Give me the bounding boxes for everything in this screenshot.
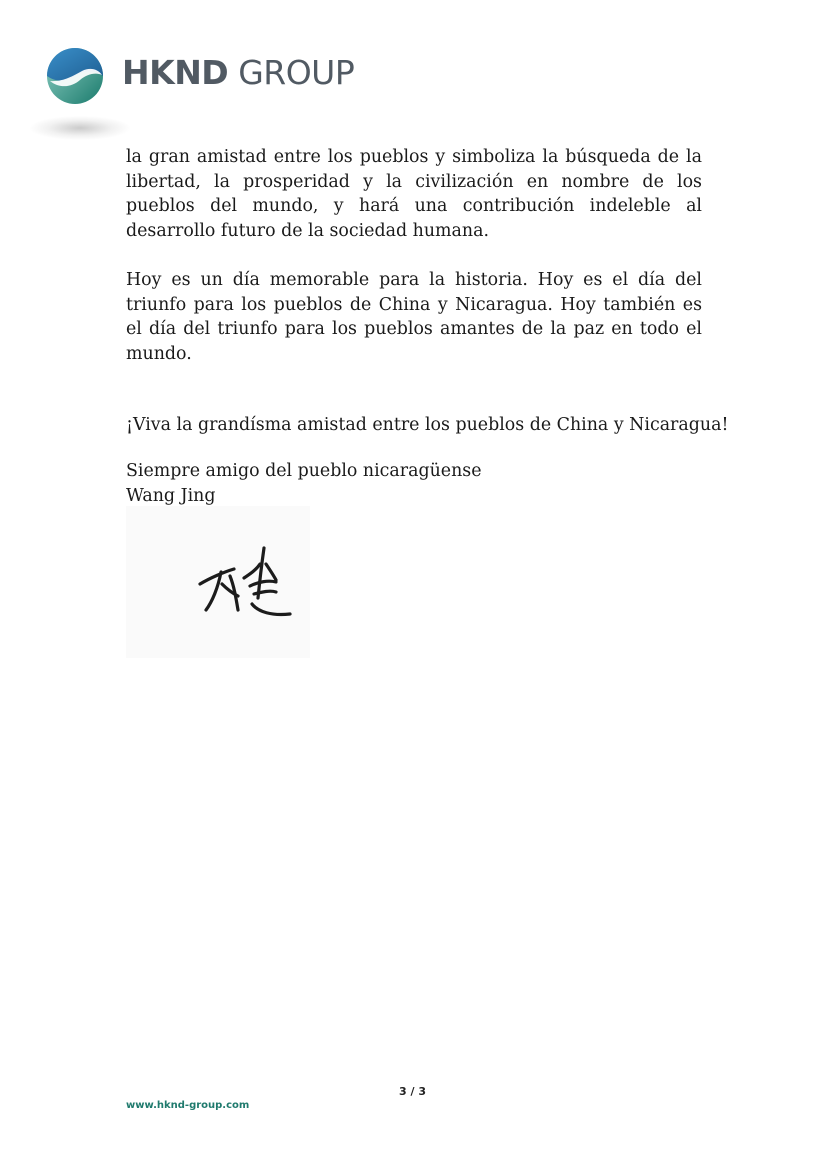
- closing-line: Siempre amigo del pueblo nicaragüense: [126, 461, 482, 482]
- logo-shadow: [30, 116, 130, 140]
- exclamation-line: ¡Viva la grandísma amistad entre los pueblos de China y Nicaragua!: [126, 414, 729, 435]
- brand-name-light: GROUP: [228, 53, 355, 92]
- hknd-swirl-logo-icon: [46, 47, 104, 105]
- paragraph-2: Hoy es un día memorable para la historia. Hoy es el día del triunfo para los pueblos de China y Nicaragua. Hoy también es el día del triunfo para los pueblos amantes de la paz en todo el mundo.: [126, 269, 702, 364]
- handwritten-signature-image: [126, 506, 310, 658]
- brand-name: [122, 53, 354, 93]
- paragraph-1: la gran amistad entre los pueblos y simboliza la búsqueda de la libertad, la prosperidad y la civilización en nombre de los pueblos del mundo, y hará una contribución indeleble al desarrollo futuro de la sociedad humana.: [126, 147, 702, 242]
- brand-name-strong: HKND: [122, 53, 229, 92]
- letter-body: [126, 145, 729, 509]
- footer-website-link[interactable]: www.hknd-group.com: [126, 1100, 250, 1111]
- letterhead: [30, 40, 390, 150]
- signer-name: Wang Jing: [126, 486, 216, 507]
- page-number: 3 / 3: [399, 1085, 426, 1098]
